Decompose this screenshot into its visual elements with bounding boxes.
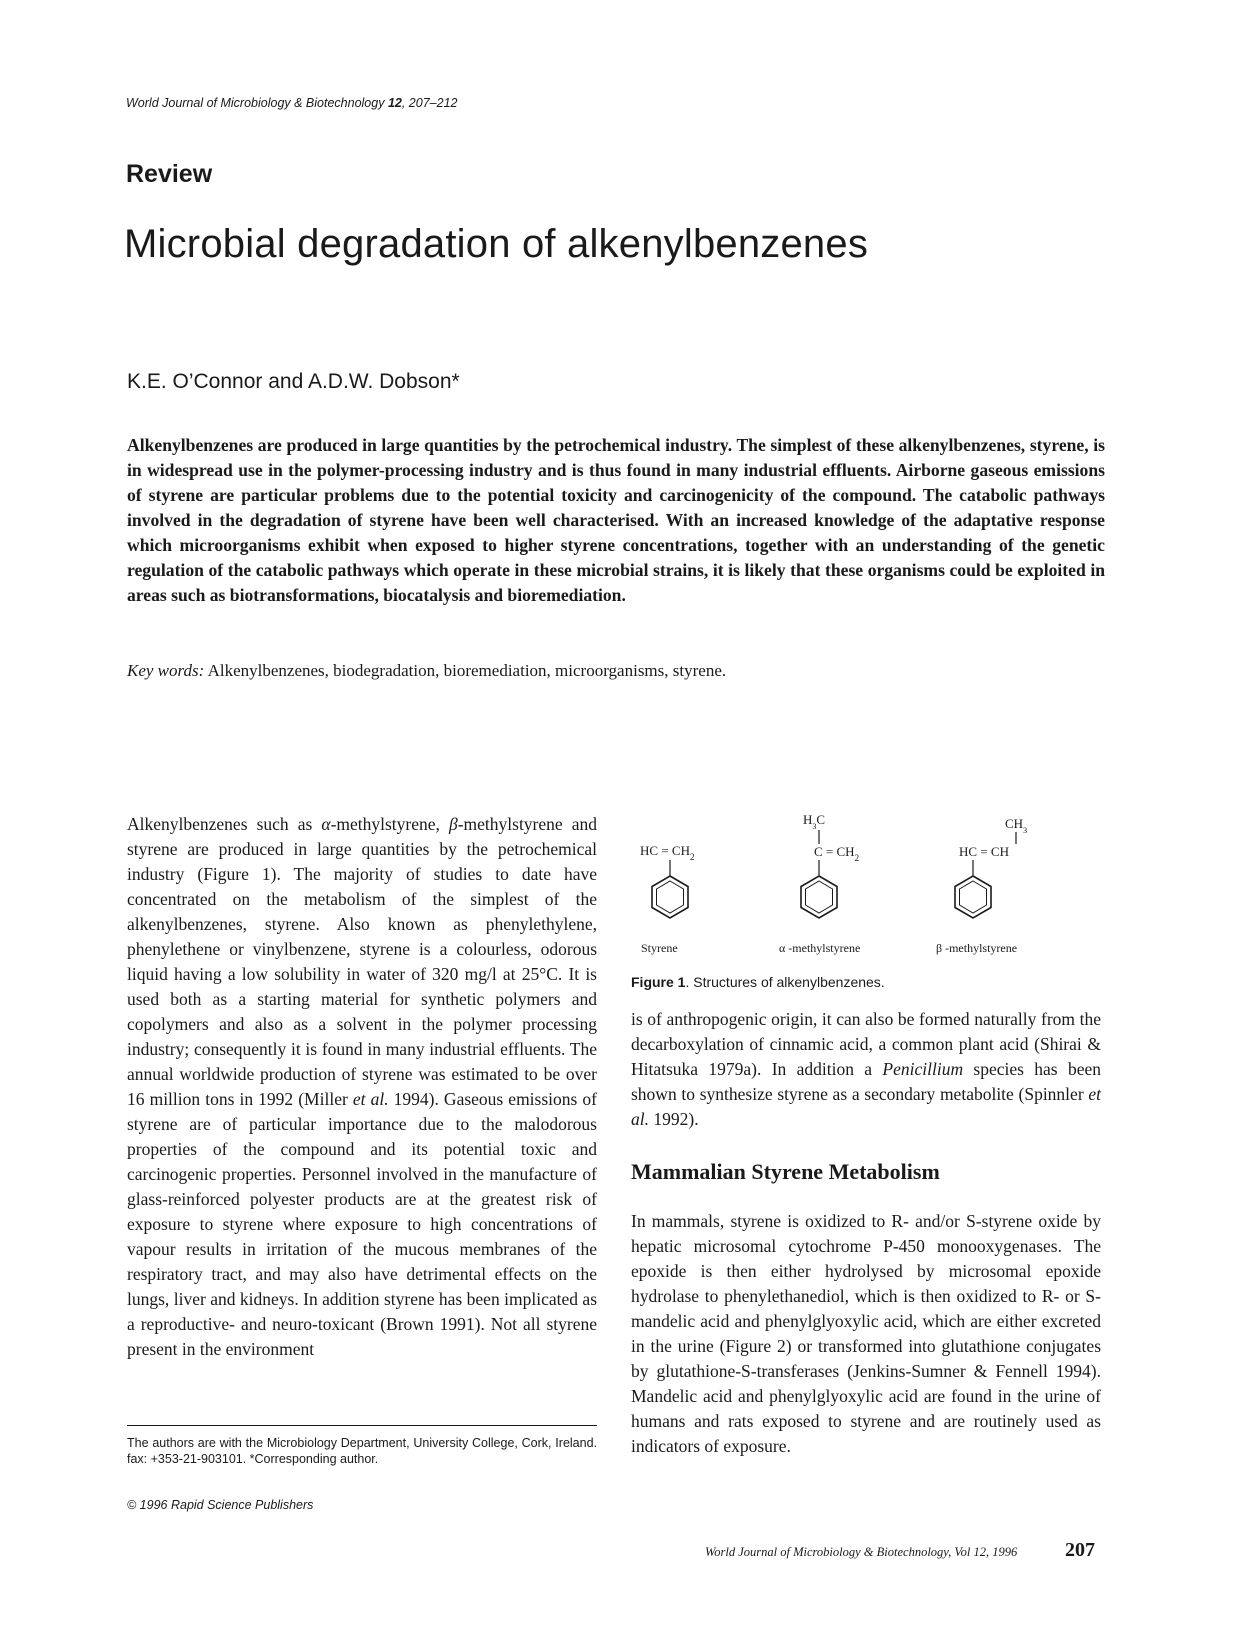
author-footnote: The authors are with the Microbiology Department, University College, Cork, Ireland. fax: +353-21-903101. *Corresponding author.	[127, 1436, 597, 1466]
beta-methyl-group: $CH_3$	[1005, 816, 1028, 835]
alpha-methyl-group: $H_3C$	[803, 812, 826, 831]
copyright: © 1996 Rapid Science Publishers	[127, 1498, 314, 1512]
figure-1-caption	[631, 974, 885, 990]
body-right-column-bottom: In mammals, styrene is oxidized to R- and/or S-styrene oxide by hepatic microsomal cytochrome P-450 monooxygenases. The epoxide is then either hydrolysed by microsomal epoxide hydrolase to phenylethanediol, which is then oxidized to R- or S-mandelic acid and phenylglyoxylic acid, which are either excreted in the urine (Figure 2) or transformed into glutathione conjugates by glutathione-S-transferases (Jenkins-Sumner & Fennell 1994). Mandelic acid and phenylglyoxylic acid are found in the urine of humans and rats exposed to styrene and are routinely used as indicators of exposure.	[631, 1211, 1101, 1456]
section-heading-mammalian: Mammalian Styrene Metabolism	[631, 1159, 940, 1184]
figure-caption-label: Figure 1	[631, 974, 686, 990]
beta-methylstyrene-formula: HC = CH	[959, 844, 1009, 859]
article-title: Microbial degradation of alkenylbenzenes	[124, 222, 869, 266]
body-text: -methylstyrene and styrene are produced in large quantities by the petrochemical industry (Figure 1). The majority of studies to date have concentrated on the metabolism of the simplest of the alkenylbenzenes, styrene. Also known as phenylethylene, phenylethene or vinylbenzene, styrene is a colourless, odorous liquid having a low solubility in water of 320 mg/l at 25°C. It is used both as a starting material for synthetic polymers and copolymers and also as a solvent in the polymer processing industry; consequently it is found in many industrial effluents. The annual worldwide production of styrene was estimated to be over 16 million tons in 1992 (Miller	[127, 814, 598, 1109]
et-al: et al.	[631, 1084, 1101, 1129]
journal-volume: 12	[387, 96, 402, 110]
species-name: Penicillium	[882, 1059, 964, 1079]
keywords	[127, 661, 1105, 681]
beta-methylstyrene-structure	[936, 816, 1027, 955]
body-text: 1994). Gaseous emissions of styrene are of particular importance due to the malodorous properties of the compound and its potential toxic and carcinogenic properties. Personnel involved in the manufacture of glass-reinforced polyester products are at the greatest risk of exposure to styrene where exposure to high concentrations of vapour results in irritation of the mucous membranes of the respiratory tract, and may also have detrimental effects on the lungs, liver and kidneys. In addition styrene has been implicated as a reproductive- and neuro-toxicant (Brown 1991). Not all styrene present in the environment	[127, 1089, 597, 1359]
body-text: species has been shown to synthesize styrene as a secondary metabolite (Spinnler	[631, 1059, 1101, 1104]
body-text: is of anthropogenic origin, it can also be formed naturally from the decarboxylation of cinnamic acid, a common plant acid (Shirai & Hitatsuka 1979a). In addition a	[631, 1009, 1101, 1079]
keywords-label: Key words:	[127, 661, 205, 680]
styrene-structure	[640, 843, 694, 955]
styrene-formula: HC = $CH_2$	[640, 843, 695, 862]
footer-journal: World Journal of Microbiology & Biotechnology, Vol 12, 1996	[705, 1545, 1018, 1559]
body-right-column-top	[631, 1007, 1101, 1132]
keywords-text: Alkenylbenzenes, biodegradation, bioremediation, microorganisms, styrene.	[204, 661, 727, 680]
journal-header	[126, 96, 457, 110]
body-left-column	[127, 812, 597, 1362]
et-al: et al.	[352, 1089, 389, 1109]
journal-name: World Journal of Microbiology & Biotechnology	[126, 96, 385, 110]
figure-caption-text: . Structures of alkenylbenzenes.	[685, 974, 885, 990]
alpha-methylstyrene-structure	[779, 812, 860, 955]
styrene-label: Styrene	[641, 941, 678, 955]
body-text: Alkenylbenzenes such as	[127, 814, 322, 834]
greek-alpha: α	[321, 814, 331, 834]
greek-beta: β	[448, 814, 458, 834]
authors: K.E. O’Connor and A.D.W. Dobson*	[127, 370, 460, 393]
alpha-methylstyrene-formula: $C = CH_2$	[814, 844, 860, 863]
alpha-methylstyrene-label: α -methylstyrene	[779, 941, 861, 955]
beta-methylstyrene-label: β -methylstyrene	[936, 941, 1018, 955]
section-label: Review	[126, 160, 213, 188]
page-number: 207	[1065, 1539, 1095, 1561]
footnote-divider	[127, 1425, 597, 1426]
body-text: -methylstyrene,	[330, 814, 449, 834]
journal-pages: , 207–212	[401, 96, 458, 110]
body-text: 1992).	[649, 1109, 699, 1129]
figure-1-structures	[631, 812, 1101, 962]
abstract: Alkenylbenzenes are produced in large quantities by the petrochemical industry. The simplest of these alkenylbenzenes, styrene, is in widespread use in the polymer-processing industry and is thus found in many industrial effluents. Airborne gaseous emissions of styrene are particular problems due to the potential toxicity and carcinogenicity of the compound. The catabolic pathways involved in the degradation of styrene have been well characterised. With an increased knowledge of the adaptative response which microorganisms exhibit when exposed to higher styrene concentrations, together with an understanding of the genetic regulation of the catabolic pathways which operate in these microbial strains, it is likely that these organisms could be exploited in areas such as biotransformations, biocatalysis and bioremediation.	[127, 435, 1105, 605]
